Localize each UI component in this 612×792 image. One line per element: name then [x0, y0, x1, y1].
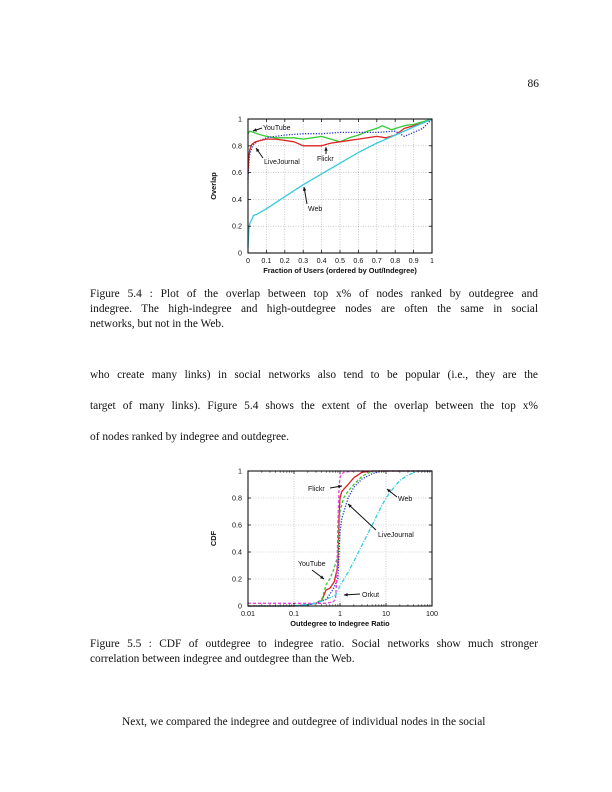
y-tick-label: 0: [238, 601, 242, 611]
y-tick-label: 0.8: [232, 141, 242, 151]
x-tick-label: 0.5: [335, 256, 345, 265]
annotation-flickr: [317, 147, 334, 163]
svg-text:YouTube: YouTube: [263, 125, 291, 132]
overlap-chart-svg: [200, 110, 450, 280]
caption-line: networks, but not in the Web.: [90, 318, 224, 330]
y-tick-label: 1: [238, 114, 242, 124]
y-tick-label: 0.6: [232, 168, 242, 178]
figure-5-5-chart: [200, 460, 460, 630]
paragraph-line: who create many links) in social networks also tend to be popular (i.e., they are the: [90, 369, 538, 381]
y-tick-label: 0: [238, 248, 242, 258]
y-axis-label: Overlap: [209, 172, 218, 200]
svg-text:Web: Web: [398, 496, 413, 503]
x-tick-label: 0.6: [353, 256, 364, 265]
x-tick-label: 0.4: [316, 256, 327, 265]
body-paragraph-2: [90, 707, 538, 738]
annotation-youtube: [298, 561, 326, 579]
annotation-orkut: [344, 592, 379, 599]
page-number: 86: [527, 78, 539, 90]
x-tick-label: 0.2: [279, 256, 290, 265]
body-paragraph-1: [90, 360, 538, 453]
x-axis-label: Fraction of Users (ordered by Out/Indegree): [263, 266, 417, 275]
cdf-chart-svg: [200, 460, 460, 630]
figure-5-5-caption: [90, 637, 538, 667]
svg-text:LiveJournal: LiveJournal: [378, 532, 414, 539]
caption-line: indegree. The high-indegree and high-outdegree nodes are often the same in social: [90, 303, 538, 315]
x-tick-label: 100: [426, 609, 438, 618]
x-tick-label: 1: [338, 609, 342, 618]
x-axis-label: Outdegree to Indegree Ratio: [290, 619, 390, 628]
svg-text:Orkut: Orkut: [362, 592, 380, 599]
annotation-web: [387, 489, 412, 503]
caption-line: Figure 5.5 : CDF of outdegree to indegree ratio. Social networks show much stronger: [90, 638, 538, 650]
x-tick-label: 0.7: [371, 256, 382, 265]
svg-text:YouTube: YouTube: [298, 561, 326, 568]
y-tick-label: 1: [238, 466, 242, 476]
y-tick-label: 0.6: [232, 520, 242, 530]
annotation-livejournal: [256, 148, 300, 166]
x-tick-label: 0.1: [261, 256, 272, 265]
paragraph-line: target of many links). Figure 5.4 shows the extent of the overlap between the top x%: [90, 400, 538, 412]
x-tick-label: 0.3: [298, 256, 309, 265]
x-tick-label: 0.1: [289, 609, 299, 618]
x-tick-label: 1: [430, 256, 434, 265]
y-tick-label: 0.8: [232, 493, 242, 503]
svg-text:Flickr: Flickr: [308, 486, 325, 493]
figure-5-4-caption: [90, 287, 538, 332]
paragraph-line: of nodes ranked by indegree and outdegree.: [90, 431, 289, 443]
svg-text:Web: Web: [308, 206, 323, 213]
x-tick-label: 0: [246, 256, 250, 265]
figure-5-4-chart: [200, 110, 450, 280]
x-tick-label: 10: [382, 609, 390, 618]
caption-line: Figure 5.4 : Plot of the overlap between top x% of nodes ranked by outdegree and: [90, 288, 538, 300]
x-tick-label: 0.01: [241, 609, 255, 618]
y-tick-label: 0.4: [232, 547, 242, 557]
caption-line: correlation between indegree and outdegree than the Web.: [90, 653, 355, 665]
annotation-flickr: [308, 485, 342, 493]
y-tick-label: 0.2: [232, 221, 242, 231]
svg-text:Flickr: Flickr: [317, 156, 334, 163]
x-tick-label: 0.9: [408, 256, 419, 265]
annotation-web: [303, 187, 322, 213]
x-tick-label: 0.8: [390, 256, 401, 265]
svg-text:LiveJournal: LiveJournal: [264, 159, 300, 166]
y-axis-label: CDF: [209, 530, 218, 547]
y-tick-label: 0.2: [232, 574, 242, 584]
annotation-livejournal: [348, 504, 414, 539]
paragraph-line: Next, we compared the indegree and outdegree of individual nodes in the social: [122, 716, 486, 728]
y-tick-label: 0.4: [232, 194, 242, 204]
annotation-youtube: [253, 125, 291, 132]
